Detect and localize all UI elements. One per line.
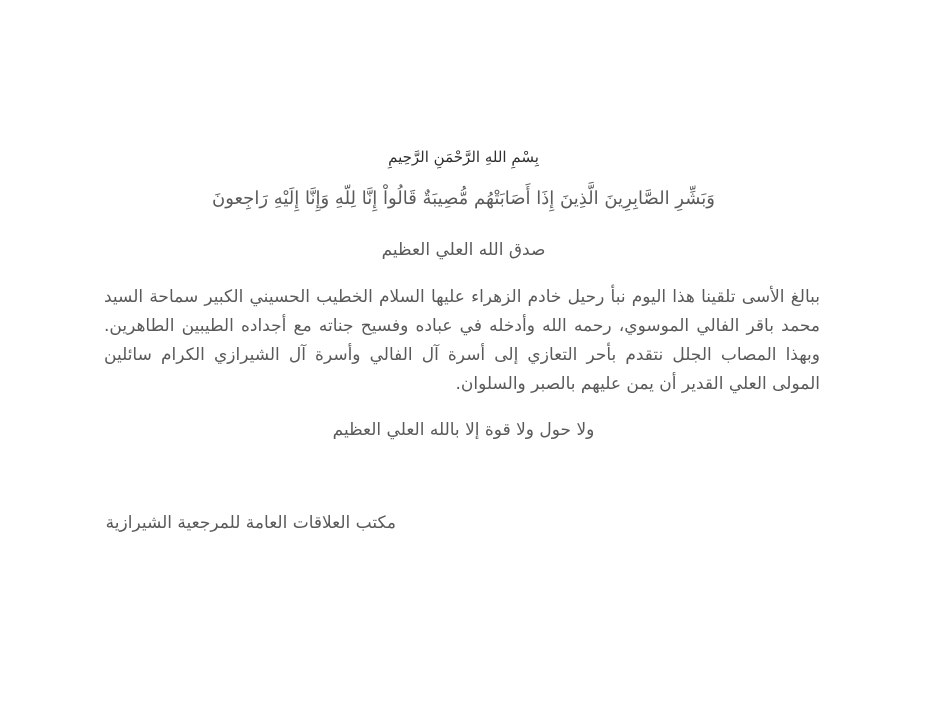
quran-verse: وَبَشِّرِ الصَّابِرِينَ الَّذِينَ إِذَا أَصَابَتْهُم مُّصِيبَةٌ قَالُواْ إِنَّا لِلّهِ وَإِنَّا إِلَيْهِ رَاجِعونَ	[211, 188, 715, 209]
sadaq-line: صدق الله العلي العظيم	[381, 240, 546, 260]
closing-line: ولا حول ولا قوة إلا بالله العلي العظيم	[332, 420, 595, 440]
condolence-paragraph: ببالغ الأسى تلقينا هذا اليوم نبأ رحيل خادم الزهراء عليها السلام الخطيب الحسيني الكبير سماحة السيد محمد باقر الفالي الموسوي، رحمه الله وأدخله في عباده وفسيح جناته مع أجداده الطيبين الطاهرين. وبهذا المصاب الجلل نتقدم بأحر التعازي إلى أسرة آل الفالي وأسرة آل الشيرازي الكرام سائلين المولى العلي القدير أن يمن عليهم بالصبر والسلوان.	[104, 287, 820, 394]
basmala-heading: بِسْمِ اللهِ الرَّحْمَنِ الرَّحِيمِ	[388, 148, 539, 166]
signature: مكتب العلاقات العامة للمرجعية الشيرازية	[105, 513, 396, 533]
